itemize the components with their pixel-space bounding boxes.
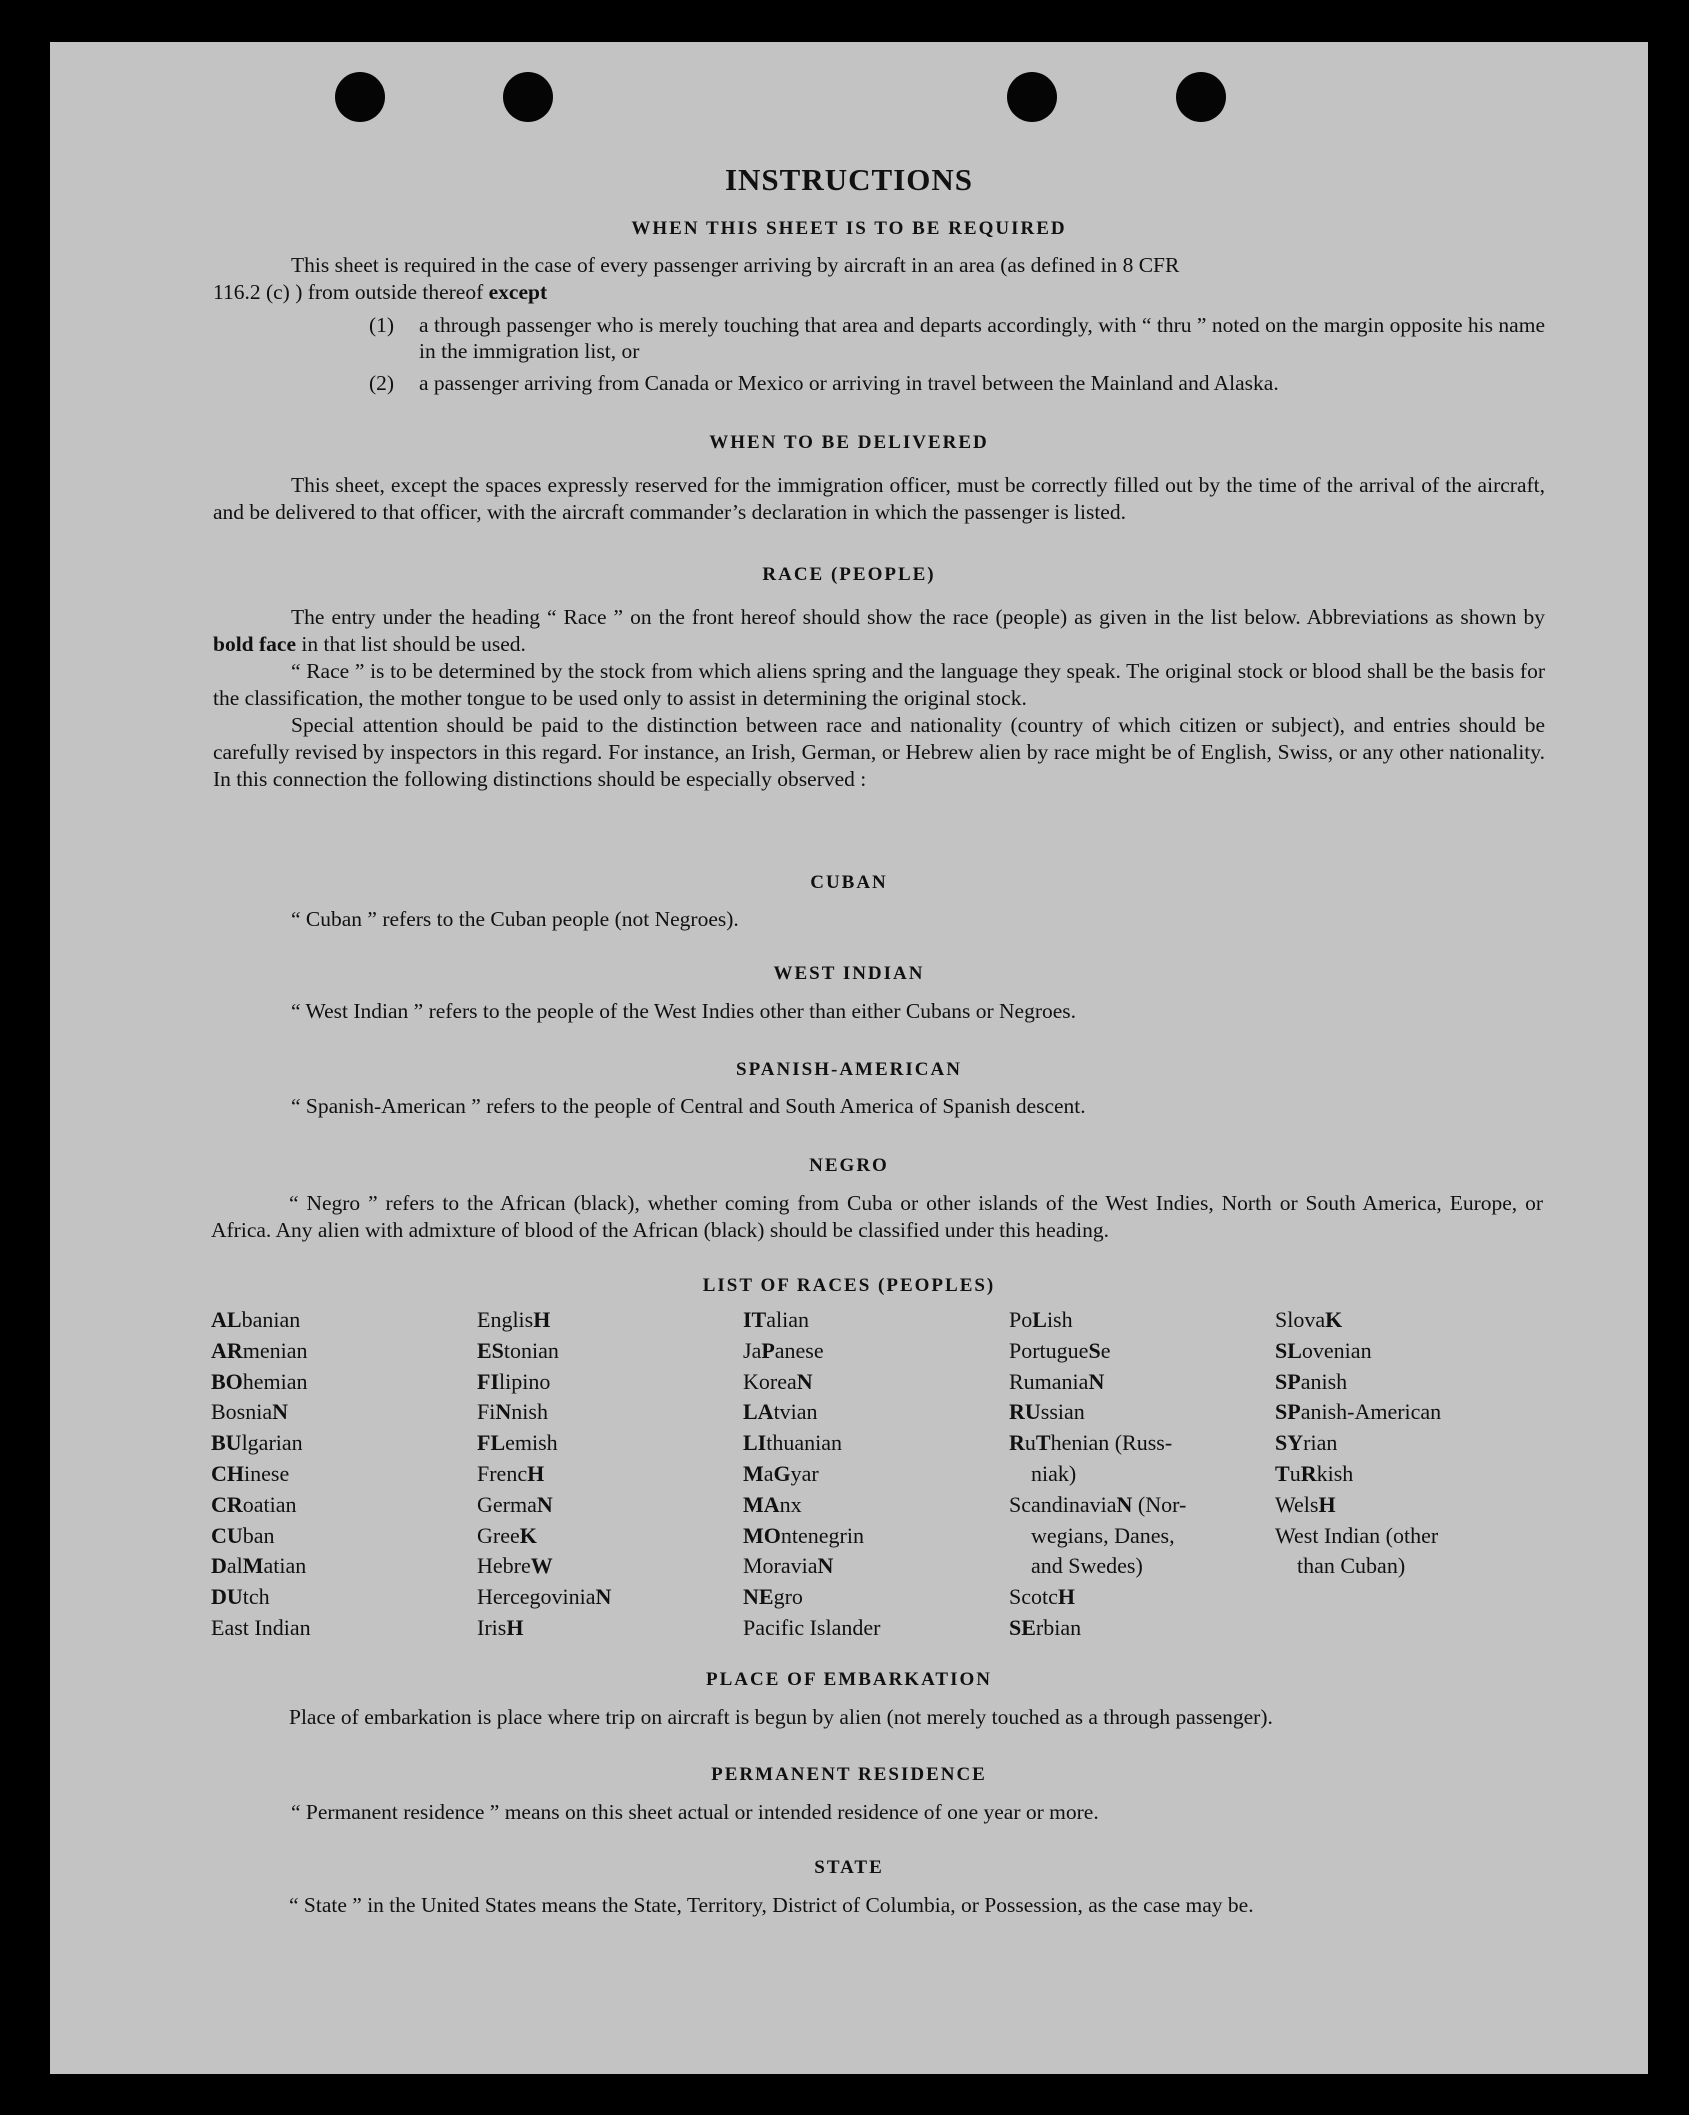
races-column bbox=[1009, 1305, 1269, 1644]
west-indian-text: “ West Indian ” refers to the people of the West Indies other than either Cubans or Negroes. bbox=[291, 999, 1077, 1023]
punch-hole bbox=[1007, 72, 1057, 122]
negro-text: “ Negro ” refers to the African (black), whether coming from Cuba or other islands of the West Indies, North or South America, Europe, or Africa. Any alien with admixture of blood of the African (black) should be classified under this heading. bbox=[211, 1191, 1543, 1242]
punch-hole bbox=[503, 72, 553, 122]
section-heading-negro: NEGRO bbox=[809, 1155, 889, 1176]
race-entry: RuThenian (Russ- bbox=[1009, 1430, 1173, 1456]
state-text: “ State ” in the United States means the State, Territory, District of Columbia, or Possession, as the case may be. bbox=[289, 1893, 1254, 1917]
instruction-sheet: INSTRUCTIONS WHEN THIS SHEET IS TO BE REQUIRED This sheet is required in the case of every passenger arriving by aircraft in an area (as defined in 8 CFR 116.2 (c) ) from outside thereof except (1) a through passenger who is merely touching that area and departs accordingly, with “ thru ” noted on the margin opposite his name in the immigration list, or (2) a passenger arriving from Canada or Mexico or arriving in travel between the Mainland and Alaska. WHEN TO BE DELIVERED This sheet, except the spaces expressly reserved for the immigration officer, must be correctly filled out by the time of the arrival of the aircraft, and be delivered to that officer, with the aircraft commander’s declaration in which the passenger is listed. RACE (PEOPLE) The entry under the heading “ Race ” on the front hereof should show the race (people) as given in the list below. Abbreviations as shown by bold face in that list should be used. “ Race ” is to be determined by the stock from which aliens spring and the language they speak. The original stock or blood shall be the basis for the classification, the mother tongue to be used only to assist in determining the original stock. Special attention should be paid to the distinction between race and nationality (country of which citizen or subject), and entries should be carefully revised by inspectors in this regard. For instance, an Irish, German, or Hebrew alien by race might be of English, Swiss, or any other nationality. In this connection the following distinctions should be especially observed : CUBAN “ Cuban ” refers to the Cuban people (not Negroes). WEST INDIAN “ West Indian ” refers to the people of the West Indies other than either Cubans or Negroes. SPANISH-AMERICAN “ Spanish-American ” refers to the people of Central and South America of Spanish descent. NEGRO “ Negro ” refers to the African (black), whether coming from Cuba or other islands of the West Indies, North or South America, Europe, or Africa. Any alien with admixture of blood of the African (black) should be classified under this heading. LIST OF RACES (PEOPLES) ALbanian ARmenian BOhemian BosniaN BUlgarian CHinese CRoatian CUban DalMatian DUtch East Indian EnglisH EStonian FIlipino FiNnish FLemish FrencH GermaN GreeK HebreW HercegoviniaN IrisH ITalian JaPanese KoreaN LAtvian LIthuanian MaGyar MAnx MOntenegrin MoraviaN NEgro Pacific Islander PoLish PortugueSe RumaniaN RUssian RuThenian (Russ- niak) ScandinaviaN (Nor- wegians, Danes, and Swedes) ScotcH SErbian SlovaK SLovenian SPanish SPanish-American SYrian TuRkish WelsH West Indian (other than Cuban) PLACE OF EMBARKATION Place of embarkation is place where trip on aircraft is begun by alien (not merely touched as a through passenger). PERMANENT RESIDENCE “ Permanent residence ” means on this sheet actual or intended residence of one year or more. STATE “ State ” in the United States means the State, Territory, District of Columbia, or Possession, as the case may be. bbox=[50, 42, 1648, 2074]
race-entry: EnglisH bbox=[477, 1307, 551, 1332]
races-column bbox=[477, 1305, 737, 1644]
race-entry: IrisH bbox=[477, 1614, 524, 1640]
race-entry: PortugueSe bbox=[1009, 1337, 1111, 1363]
race-entry: SErbian bbox=[1009, 1614, 1082, 1640]
race-entry: ITalian bbox=[743, 1307, 810, 1332]
race-entry: CHinese bbox=[211, 1460, 290, 1486]
race-entry: Pacific Islander bbox=[743, 1614, 881, 1640]
race-entry: BosniaN bbox=[211, 1399, 289, 1425]
race-entry: FrencH bbox=[477, 1460, 545, 1486]
punch-hole bbox=[335, 72, 385, 122]
section-heading-west-indian: WEST INDIAN bbox=[773, 963, 925, 984]
race-entry: SYrian bbox=[1275, 1430, 1338, 1456]
required-paragraph: This sheet is required in the case of every passenger arriving by aircraft in an area (as defined in 8 CFR 116.2 (c) ) from outside thereof except bbox=[213, 253, 1180, 304]
race-entry: wegians, Danes, bbox=[1031, 1522, 1175, 1548]
section-heading-required: WHEN THIS SHEET IS TO BE REQUIRED bbox=[631, 218, 1067, 239]
races-column bbox=[743, 1305, 1003, 1644]
section-heading-spanish-american: SPANISH-AMERICAN bbox=[736, 1059, 962, 1080]
cuban-text: “ Cuban ” refers to the Cuban people (not Negroes). bbox=[291, 907, 739, 931]
race-entry: NEgro bbox=[743, 1584, 803, 1610]
race-entry: PoLish bbox=[1009, 1307, 1073, 1332]
section-heading-embarkation: PLACE OF EMBARKATION bbox=[706, 1669, 992, 1690]
race-entry: HercegoviniaN bbox=[477, 1584, 612, 1610]
race-entry: ScandinaviaN (Nor- bbox=[1009, 1491, 1187, 1517]
section-heading-cuban: CUBAN bbox=[810, 872, 888, 893]
race-entry: GermaN bbox=[477, 1491, 553, 1517]
races-column bbox=[211, 1305, 471, 1644]
spanish-american-text: “ Spanish-American ” refers to the people of Central and South America of Spanish descent. bbox=[291, 1094, 1086, 1118]
race-entry: RumaniaN bbox=[1009, 1368, 1105, 1394]
race-entry: BUlgarian bbox=[211, 1430, 303, 1456]
race-entry: ScotcH bbox=[1009, 1584, 1076, 1610]
race-entry: and Swedes) bbox=[1031, 1553, 1143, 1579]
race-entry: SPanish bbox=[1275, 1368, 1348, 1394]
race-entry: East Indian bbox=[211, 1614, 311, 1640]
race-entry: TuRkish bbox=[1275, 1460, 1354, 1486]
race-entry: SlovaK bbox=[1275, 1307, 1343, 1332]
race-entry: BOhemian bbox=[211, 1368, 308, 1394]
race-entry: DalMatian bbox=[211, 1553, 307, 1579]
embarkation-text: Place of embarkation is place where trip on aircraft is begun by alien (not merely touched as a through passenger). bbox=[289, 1705, 1273, 1729]
section-heading-permanent-residence: PERMANENT RESIDENCE bbox=[711, 1764, 987, 1785]
race-entry: MAnx bbox=[743, 1491, 802, 1517]
race-entry: niak) bbox=[1031, 1460, 1077, 1486]
race-entry: JaPanese bbox=[743, 1337, 824, 1363]
delivered-paragraph: This sheet, except the spaces expressly reserved for the immigration officer, must be correctly filled out by the time of the arrival of the aircraft, and be delivered to that officer, with the aircraft commander’s declaration in which the passenger is listed. bbox=[213, 473, 1545, 524]
section-heading-delivered: WHEN TO BE DELIVERED bbox=[709, 432, 989, 453]
race-entry: LIthuanian bbox=[743, 1430, 843, 1456]
race-entry: DUtch bbox=[211, 1584, 270, 1610]
race-entry: CUban bbox=[211, 1522, 275, 1548]
race-entry: SPanish-American bbox=[1275, 1399, 1442, 1425]
race-entry: MOntenegrin bbox=[743, 1522, 864, 1548]
race-entry: EStonian bbox=[477, 1337, 559, 1363]
permanent-residence-text: “ Permanent residence ” means on this sheet actual or intended residence of one year or more. bbox=[291, 1800, 1099, 1824]
section-heading-race: RACE (PEOPLE) bbox=[762, 564, 936, 585]
race-entry: WelsH bbox=[1275, 1491, 1336, 1517]
page-title: INSTRUCTIONS bbox=[724, 162, 973, 197]
race-entry: West Indian (other bbox=[1275, 1522, 1439, 1548]
section-heading-state: STATE bbox=[814, 1857, 884, 1878]
race-entry: ARmenian bbox=[211, 1337, 308, 1363]
race-entry: RUssian bbox=[1009, 1399, 1085, 1425]
race-entry: LAtvian bbox=[743, 1399, 818, 1425]
races-column bbox=[1275, 1305, 1535, 1582]
race-entry: SLovenian bbox=[1275, 1337, 1372, 1363]
race-entry: GreeK bbox=[477, 1522, 537, 1548]
race-entry: CRoatian bbox=[211, 1491, 297, 1517]
race-entry: KoreaN bbox=[743, 1368, 813, 1394]
race-entry: HebreW bbox=[477, 1553, 553, 1579]
race-entry: FiNnish bbox=[477, 1399, 548, 1425]
race-paragraphs: The entry under the heading “ Race ” on the front hereof should show the race (people) as given in the list below. Abbreviations as shown by bold face in that list should be used. “ Race ” is to be determined by the stock from which aliens spring and the language they speak. The original stock or blood shall be the basis for the classification, the mother tongue to be used only to assist in determining the original stock. Special attention should be paid to the distinction between race and nationality (country of which citizen or subject), and entries should be carefully revised by inspectors in this regard. For instance, an Irish, German, or Hebrew alien by race might be of English, Swiss, or any other nationality. In this connection the following distinctions should be especially observed : bbox=[213, 605, 1545, 791]
race-entry: MaGyar bbox=[743, 1460, 819, 1486]
race-entry: FIlipino bbox=[477, 1368, 551, 1394]
punch-hole bbox=[1176, 72, 1226, 122]
race-entry: FLemish bbox=[477, 1430, 558, 1456]
race-entry: ALbanian bbox=[211, 1307, 301, 1332]
section-heading-list-of-races: LIST OF RACES (PEOPLES) bbox=[702, 1275, 996, 1296]
race-entry: than Cuban) bbox=[1297, 1553, 1406, 1579]
race-entry: MoraviaN bbox=[743, 1553, 834, 1579]
